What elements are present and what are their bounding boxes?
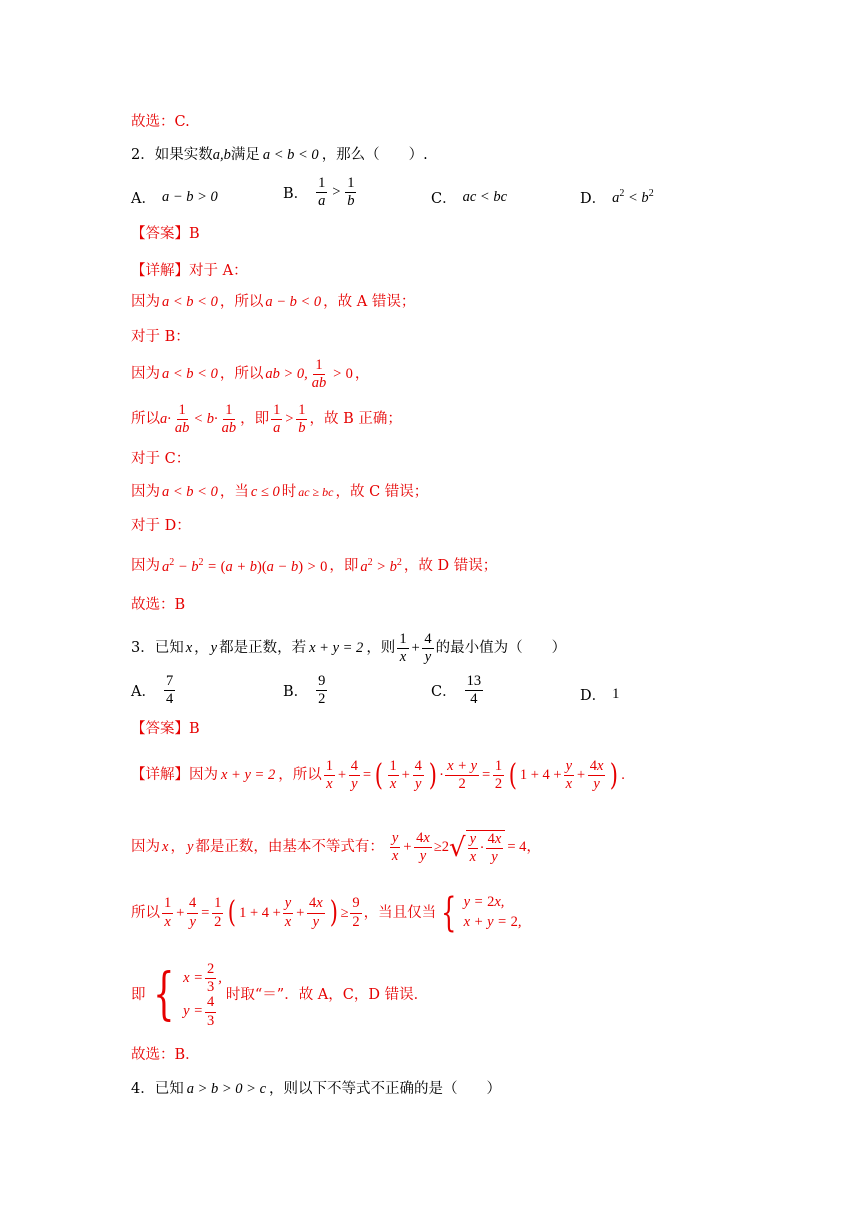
question-3-stem: 3．已知 x ， y 都是正数，若 x + y = 2 ，则 $\frac{1}{x}$ + $\frac{4}{y}$ 的最小值为（ ）: [131, 631, 567, 666]
explanation-2-line-d: 因为 $a^2 - b^2 = (a + b)(a - b) > 0$ ，即 $a^2 > b^2$ ，故 D 错误；: [131, 557, 498, 575]
question-2-option-b: B． $\frac{1}{a}$ > $\frac{1}{b}$: [283, 175, 355, 210]
explanation-2-line-b2: 所以 a· $\frac{1}{ab}$ < b· $\frac{1}{ab}$ ，即 $\frac{1}{a}$ > $\frac{1}{b}$ ，故 B 正确；: [131, 402, 402, 437]
answer-3: 【答案】B: [131, 721, 200, 737]
explanation-2-header-c: 对于 C：: [131, 451, 191, 467]
question-3-option-d: D． 1: [580, 686, 620, 704]
answer-2-selection: 故选：B: [131, 597, 186, 613]
question-2-stem: 2．如果实数 a,b 满足 a < b < 0 ，那么（ ）.: [131, 147, 428, 163]
explanation-2-header-d: 对于 D：: [131, 518, 191, 534]
question-2-option-c: C． ac < bc: [431, 189, 508, 207]
question-3-option-a: A． $\frac{7}{4}$: [131, 673, 174, 708]
explanation-2-line-a: 因为 a < b < 0 ，所以 a − b < 0 ，故 A 错误；: [131, 294, 416, 310]
explanation-2-line-b1: 因为 a < b < 0 ，所以 ab > 0, $\frac{1}{ab}$ > 0 ，: [131, 357, 370, 392]
prev-answer-selection: 故选：C.: [131, 114, 190, 130]
question-3-option-c: C． $\frac{13}{4}$: [431, 673, 482, 708]
explanation-2-header-b: 对于 B：: [131, 329, 190, 345]
question-2-option-d: D． $a^2 < b^2$: [580, 188, 654, 207]
question-4-stem: 4．已知 a > b > 0 > c ，则以下不等式不正确的是（ ）: [131, 1081, 502, 1097]
question-2-option-a: A． a − b > 0: [131, 189, 218, 207]
explanation-3-line-3: 所以 $\frac{1}{x}$ + $\frac{4}{y}$ = $\frac{1}{2}$ ( 1 + 4 + $\frac{y}{x}$ + $\frac{4x}{y}$ ) ≥ $\frac{9}{2}$ ，当且仅当 { y = 2x, x + y = 2,: [131, 890, 522, 936]
answer-3-selection: 故选：B．: [131, 1047, 200, 1063]
answer-2: 【答案】B: [131, 226, 200, 242]
explanation-2-line-c: 因为 a < b < 0 ，当 c ≤ 0 时 ac ≥ bc ，故 C 错误；: [131, 484, 429, 500]
question-3-option-b: B． $\frac{9}{2}$: [283, 673, 326, 708]
explanation-3-line-1: 【详解】因为 x + y = 2 ，所以 $\frac{1}{x}$ + $\frac{4}{y}$ = ( $\frac{1}{x}$ + $\frac{4}{y}$ ) · $\frac{x + y}{2}$ = $\frac{1}{2}$ ( 1 + 4 + $\frac{y}{x}$ + $\frac{4x}{y}$ ) .: [131, 757, 625, 793]
explanation-3-line-4: 即 { x = $\frac{2}{3}$ , y = $\frac{4}{3}$ 时取“＝”．故 A，C，D 错误．: [131, 961, 429, 1029]
explanation-3-line-2: 因为 x ， y 都是正数，由基本不等式有： $\frac{y}{x}$ + $\frac{4x}{y}$ ≥ 2 √ $\frac{y}{x}$ · $\frac{4x}{y}$ = 4 ，: [131, 830, 541, 866]
explanation-2-header: 【详解】对于 A：: [131, 263, 248, 279]
